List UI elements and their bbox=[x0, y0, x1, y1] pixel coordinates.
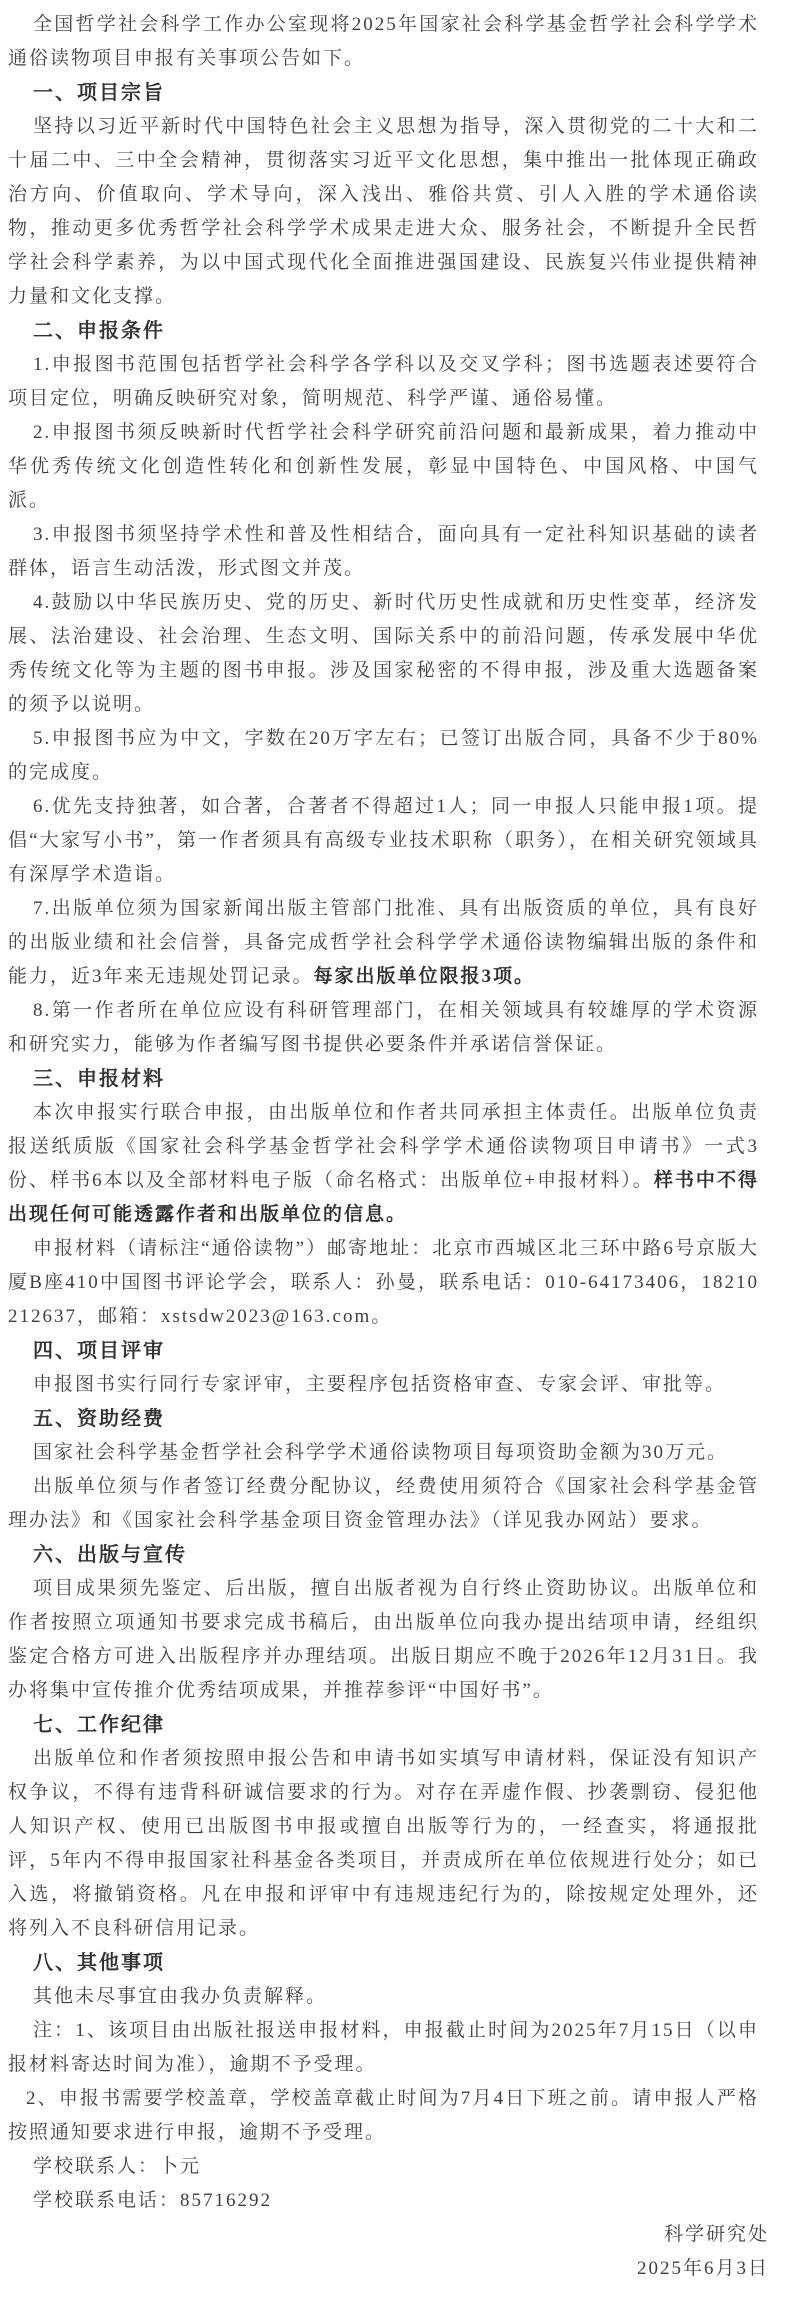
section-heading bbox=[8, 76, 759, 110]
emphasized-text: 每家出版单位限报3项。 bbox=[313, 966, 536, 987]
text-run: 六、出版与宣传 bbox=[33, 1544, 187, 1566]
section-heading bbox=[8, 1538, 759, 1572]
text-run: 坚持以习近平新时代中国特色社会主义思想为指导，深入贯彻党的二十大和二十届二中、三中全会精神，贯彻落实习近平文化思想，集中推出一批体现正确政治方向、价值取向、学术导向，深入浅出、雅俗共赏、引人入胜的学术通俗读物，推动更多优秀哲学社会科学学术成果走进大众、服务社会，不断提升全民哲学社会科学素养，为以中国式现代化全面推进强国建设、民族复兴伟业提供精神力量和文化支撑。 bbox=[8, 116, 759, 307]
paragraph bbox=[8, 790, 759, 892]
paragraph bbox=[8, 1980, 759, 2014]
paragraph bbox=[8, 1436, 759, 1470]
text-run: 6.优先支持独著，如合著，合著者不得超过1人；同一申报人只能申报1项。提倡“大家写小书”，第一作者须具有高级专业技术职称（职务），在相关研究领域具有深厚学术造诣。 bbox=[8, 796, 759, 885]
paragraph bbox=[8, 1232, 759, 1334]
text-run: 2.申报图书须反映新时代哲学社会科学研究前沿问题和最新成果，着力推动中华优秀传统文化创造性转化和创新性发展，彰显中国特色、中国风格、中国气派。 bbox=[8, 422, 759, 511]
text-run: 科学研究处 bbox=[663, 2224, 769, 2245]
paragraph bbox=[8, 1742, 759, 1946]
paragraph bbox=[8, 1368, 759, 1402]
text-run: 本次申报实行联合申报，由出版单位和作者共同承担主体责任。出版单位负责报送纸质版《国家社会科学基金哲学社会科学学术通俗读物项目申请书》一式3份、样书6本以及全部材料电子版（命名格式：出版单位+申报材料）。 bbox=[8, 1102, 759, 1191]
paragraph bbox=[8, 2150, 759, 2184]
paragraph bbox=[8, 518, 759, 586]
text-run: 5.申报图书应为中文，字数在20万字左右；已签订出版合同，具备不少于80%的完成度。 bbox=[8, 728, 759, 783]
paragraph bbox=[8, 1470, 759, 1538]
text-run: 2、申报书需要学校盖章，学校盖章截止时间为7月4日下班之前。请申报人严格按照通知要求进行申报，逾期不予受理。 bbox=[8, 2088, 759, 2143]
section-heading bbox=[8, 1062, 759, 1096]
text-run: 1.申报图书范围包括哲学社会科学各学科以及交叉学科；图书选题表述要符合项目定位，明确反映研究对象，简明规范、科学严谨、通俗易懂。 bbox=[8, 354, 759, 409]
paragraph bbox=[8, 1096, 759, 1232]
section-heading bbox=[8, 314, 759, 348]
text-run: 国家社会科学基金哲学社会科学学术通俗读物项目每项资助金额为30万元。 bbox=[33, 1442, 729, 1463]
signoff-line bbox=[8, 2218, 769, 2252]
paragraph bbox=[8, 994, 759, 1062]
text-run: 一、项目宗旨 bbox=[33, 82, 165, 104]
text-run: 三、申报材料 bbox=[33, 1068, 165, 1090]
paragraph bbox=[8, 586, 759, 722]
emphasized-text: 样书中不得出现任何可能透露作者和出版单位的信息。 bbox=[8, 1170, 759, 1225]
section-heading bbox=[8, 1334, 759, 1368]
paragraph bbox=[8, 2014, 759, 2082]
text-run: 7.出版单位须为国家新闻出版主管部门批准、具有出版资质的单位，具有良好的出版业绩和社会信誉，具备完成哲学社会科学学术通俗读物编辑出版的条件和能力，近3年来无违规处罚记录。 bbox=[8, 898, 759, 987]
text-run: 出版单位和作者须按照申报公告和申请书如实填写申请材料，保证没有知识产权争议，不得有违背科研诚信要求的行为。对存在弄虚作假、抄袭剽窃、侵犯他人知识产权、使用已出版图书申报或擅自出版等行为的，一经查实，将通报批评，5年内不得申报国家社科基金各类项目，并责成所在单位依规进行处分；如已入选，将撤销资格。凡在申报和评审中有违规违纪行为的，除按规定处理外，还将列入不良科研信用记录。 bbox=[8, 1748, 759, 1939]
text-run: 出版单位须与作者签订经费分配协议，经费使用须符合《国家社会科学基金管理办法》和《国家社会科学基金项目资金管理办法》（详见我办网站）要求。 bbox=[8, 1476, 759, 1531]
section-heading bbox=[8, 1708, 759, 1742]
signoff-line bbox=[8, 2252, 769, 2286]
text-run: 八、其他事项 bbox=[33, 1952, 165, 1974]
paragraph bbox=[8, 722, 759, 790]
text-run: 学校联系人：卜元 bbox=[33, 2156, 202, 2177]
text-run: 申报图书实行同行专家评审，主要程序包括资格审查、专家会评、审批等。 bbox=[33, 1374, 727, 1395]
paragraph bbox=[8, 348, 759, 416]
text-run: 其他未尽事宜由我办负责解释。 bbox=[33, 1986, 328, 2007]
paragraph bbox=[8, 2082, 759, 2150]
text-run: 8.第一作者所在单位应设有科研管理部门，在相关领域具有较雄厚的学术资源和研究实力，能够为作者编写图书提供必要条件并承诺信誉保证。 bbox=[8, 1000, 759, 1055]
paragraph bbox=[8, 2184, 759, 2218]
paragraph bbox=[8, 110, 759, 314]
paragraph bbox=[8, 8, 759, 76]
text-run: 2025年6月3日 bbox=[636, 2258, 769, 2279]
text-run: 学校联系电话：85716292 bbox=[33, 2190, 273, 2211]
text-run: 申报材料（请标注“通俗读物”）邮寄地址：北京市西城区北三环中路6号京版大厦B座410中国图书评论学会，联系人：孙曼，联系电话：010-64173406，18210212637，邮箱：xstsdw2023@163.com。 bbox=[8, 1238, 759, 1327]
section-heading bbox=[8, 1946, 759, 1980]
text-run: 五、资助经费 bbox=[33, 1408, 165, 1430]
text-run: 二、申报条件 bbox=[33, 320, 165, 342]
text-run: 全国哲学社会科学工作办公室现将2025年国家社会科学基金哲学社会科学学术通俗读物项目申报有关事项公告如下。 bbox=[8, 14, 759, 69]
text-run: 注：1、该项目由出版社报送申报材料，申报截止时间为2025年7月15日（以申报材料寄达时间为准），逾期不予受理。 bbox=[8, 2020, 759, 2075]
text-run: 项目成果须先鉴定、后出版，擅自出版者视为自行终止资助协议。出版单位和作者按照立项通知书要求完成书稿后，由出版单位向我办提出结项申请，经组织鉴定合格方可进入出版程序并办理结项。出版日期应不晚于2026年12月31日。我办将集中宣传推介优秀结项成果，并推荐参评“中国好书”。 bbox=[8, 1578, 759, 1701]
text-run: 4.鼓励以中华民族历史、党的历史、新时代历史性成就和历史性变革，经济发展、法治建设、社会治理、生态文明、国际关系中的前沿问题，传承发展中华优秀传统文化等为主题的图书申报。涉及国家秘密的不得申报，涉及重大选题备案的须予以说明。 bbox=[8, 592, 759, 715]
paragraph bbox=[8, 892, 759, 994]
paragraph bbox=[8, 416, 759, 518]
section-heading bbox=[8, 1402, 759, 1436]
document-body bbox=[8, 8, 769, 2286]
text-run: 3.申报图书须坚持学术性和普及性相结合，面向具有一定社科知识基础的读者群体，语言生动活泼，形式图文并茂。 bbox=[8, 524, 759, 579]
text-run: 七、工作纪律 bbox=[33, 1714, 165, 1736]
paragraph bbox=[8, 1572, 759, 1708]
text-run: 四、项目评审 bbox=[33, 1340, 165, 1362]
